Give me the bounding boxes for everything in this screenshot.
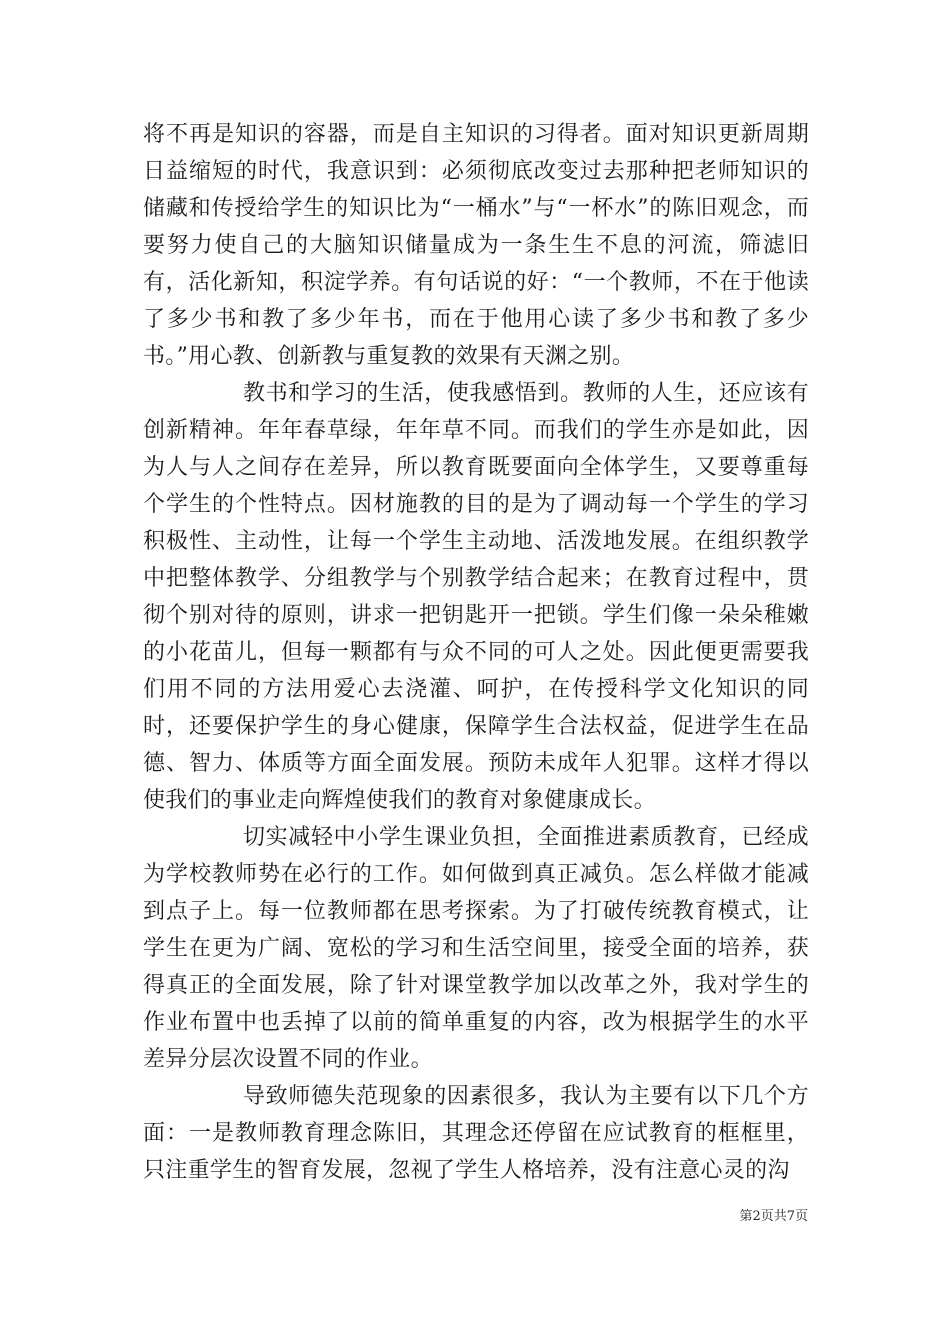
paragraph-1: 将不再是知识的容器，而是自主知识的习得者。面对知识更新周期日益缩短的时代，我意识到：必须彻底改变过去那种把老师知识的储藏和传授给学生的知识比为“一桶水”与“一杯水”的陈旧观念，而要努力使自己的大脑知识储量成为一条生生不息的河流，筛滤旧有，活化新知，积淀学养。有句话说的好：“一个教师，不在于他读了多少书和教了多少年书，而在于他用心读了多少书和教了多少书。”用心教、创新教与重复教的效果有天渊之别。 (143, 122, 809, 369)
paragraph-3: 切实减轻中小学生课业负担，全面推进素质教育，已经成为学校教师势在必行的工作。如何做到真正减负。怎么样做才能减到点子上。每一位教师都在思考探索。为了打破传统教育模式，让学生在更为广阔、宽松的学习和生活空间里，接受全面的培养，获得真正的全面发展，除了针对课堂教学加以改革之外，我对学生的作业布置中也丢掉了以前的简单重复的内容，改为根据学生的水平差异分层次设置不同的作业。 (143, 825, 809, 1072)
paragraph-2: 教书和学习的生活，使我感悟到。教师的人生，还应该有创新精神。年年春草绿，年年草不同。而我们的学生亦是如此，因为人与人之间存在差异，所以教育既要面向全体学生，又要尊重每个学生的个性特点。因材施教的目的是为了调动每一个学生的学习积极性、主动性，让每一个学生主动地、活泼地发展。在组织教学中把整体教学、分组教学与个别教学结合起来；在教育过程中，贯彻个别对待的原则，讲求一把钥匙开一把锁。学生们像一朵朵稚嫩的小花苗儿，但每一颗都有与众不同的可人之处。因此便更需要我们用不同的方法用爱心去浇灌、呵护，在传授科学文化知识的同时，还要保护学生的身心健康，保障学生合法权益，促进学生在品德、智力、体质等方面全面发展。预防未成年人犯罪。这样才得以使我们的事业走向辉煌使我们的教育对象健康成长。 (143, 381, 809, 813)
paragraph-4: 导致师德失范现象的因素很多，我认为主要有以下几个方面：一是教师教育理念陈旧，其理念还停留在应试教育的框框里，只注重学生的智育发展，忽视了学生人格培养，没有注意心灵的沟 (143, 1084, 809, 1183)
page-number: 第2页共7页 (739, 1209, 808, 1224)
document-body (143, 116, 809, 1189)
